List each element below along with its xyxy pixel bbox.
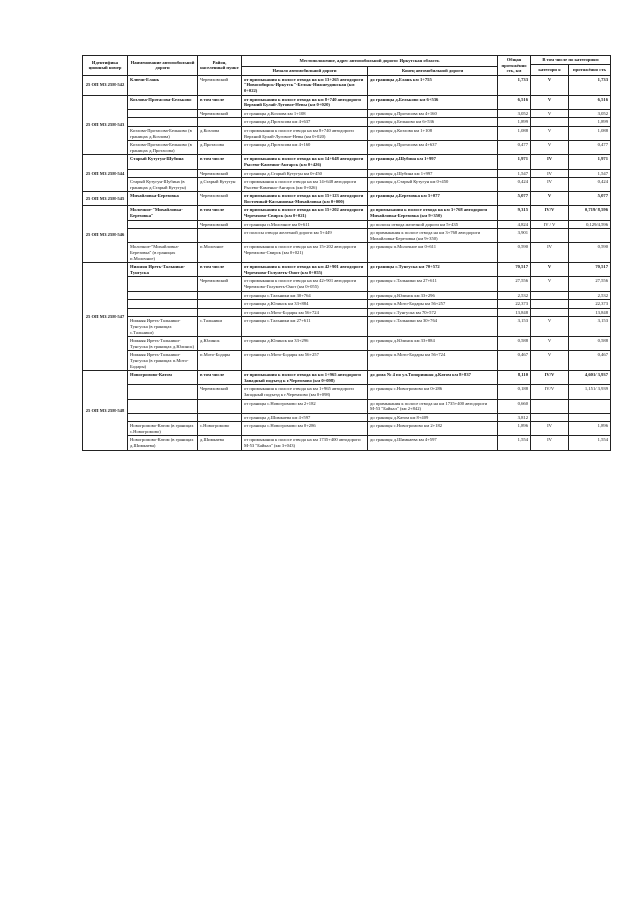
- category-length-cell: 0,477: [569, 141, 611, 155]
- header-incl: В том числе по категориям: [531, 56, 611, 65]
- end-location-cell: до границы с.Тунгуска км 70+572: [368, 263, 498, 277]
- district-cell: с.Новогромово: [198, 422, 242, 436]
- category-length-cell: 0,424: [569, 178, 611, 192]
- total-length-cell: 1,896: [498, 422, 531, 436]
- end-location-cell: до дома № 4 по ул.Топоринная д.Катом км 8+837: [368, 371, 498, 385]
- road-name-cell: Старый Кутугун-Шубина: [128, 155, 198, 169]
- end-location-cell: до полосы отвода железной дороги км 5+435: [368, 220, 498, 229]
- table-row: [83, 337, 611, 351]
- start-location-cell: от границы п.Мото-Бодары км 56+257: [242, 351, 368, 371]
- category-cell: IV: [531, 155, 569, 169]
- end-location-cell: до границы с.Тунгуска км 70+572: [368, 308, 498, 317]
- category-cell: V: [531, 337, 569, 351]
- table-row: [83, 243, 611, 263]
- category-cell: V: [531, 126, 569, 140]
- start-location-cell: от границы д.Старый Кутугун км 0+450: [242, 169, 368, 178]
- district-cell: Черемховский: [198, 385, 242, 399]
- category-cell: V: [531, 351, 569, 371]
- road-name-cell: Нижняя Иреть-Тальники-Тунгуска (в границах д.Юлинск): [128, 337, 198, 351]
- category-length-cell: 70,517: [569, 263, 611, 277]
- end-location-cell: до границы п.Мото-Бодары км 56+257: [368, 300, 498, 309]
- category-cell: [531, 229, 569, 243]
- header-district: Район, населенный пункт: [198, 56, 242, 76]
- category-length-cell: 1,151/ 3,939: [569, 385, 611, 399]
- total-length-cell: 0,188: [498, 385, 531, 399]
- category-length-cell: 0,590: [569, 243, 611, 263]
- start-location-cell: от границы с.Тальники км 27+611: [242, 317, 368, 337]
- total-length-cell: 27,556: [498, 277, 531, 291]
- road-name-cell: [128, 169, 198, 178]
- start-location-cell: от примыкания к полосе отвода на км 1735+400 автодороги М-53 "Байкал" (км 3+043): [242, 436, 368, 450]
- road-name-cell: Новогромово-Катом: [128, 371, 198, 385]
- end-location-cell: до границы д.Шубина км 1+997: [368, 169, 498, 178]
- end-location-cell: до границы д.Юлинск км 33+884: [368, 337, 498, 351]
- total-length-cell: 2,532: [498, 291, 531, 300]
- district-cell: Черемховский: [198, 220, 242, 229]
- road-name-cell: Михайловка-Березовка: [128, 192, 198, 206]
- table-row: [83, 385, 611, 399]
- road-name-cell: Старый Кутугун-Шубина (в границах д.Старый Кутугун): [128, 178, 198, 192]
- category-length-cell: 0,588: [569, 337, 611, 351]
- header-category: категори я: [531, 64, 569, 75]
- total-length-cell: 5,077: [498, 192, 531, 206]
- district-cell: в том числе: [198, 371, 242, 385]
- table-header-row: [83, 56, 611, 65]
- road-id-cell: 25 ОП МЗ 25Н-546: [83, 206, 128, 263]
- road-name-cell: [128, 291, 198, 300]
- total-length-cell: 0,588: [498, 337, 531, 351]
- district-cell: [198, 229, 242, 243]
- category-cell: V: [531, 192, 569, 206]
- end-location-cell: до границы д.Елань км 1+755: [368, 75, 498, 95]
- table-row: [83, 351, 611, 371]
- table-row: [83, 422, 611, 436]
- start-location-cell: от примыкания к полосе отвода на км 42+901 автодороги Черемхово-Голуметь-Онот (км 0+055): [242, 277, 368, 291]
- category-cell: V: [531, 75, 569, 95]
- table-row: [83, 178, 611, 192]
- category-length-cell: 1,899: [569, 118, 611, 127]
- district-cell: д.Юлинск: [198, 337, 242, 351]
- total-length-cell: 3,052: [498, 109, 531, 118]
- road-name-cell: [128, 229, 198, 243]
- table-row: [83, 317, 611, 337]
- road-name-cell: Молочное-"Михайловка-Березовка" (в границах п.Молочное): [128, 243, 198, 263]
- category-cell: IV: [531, 243, 569, 263]
- end-location-cell: до границы с.Новогромово км 0+286: [368, 385, 498, 399]
- road-id-cell: 25 ОП МЗ 25Н-543: [83, 95, 128, 155]
- category-length-cell: 1,896: [569, 422, 611, 436]
- table-row: [83, 229, 611, 243]
- category-length-cell: 0,129/4,596: [569, 220, 611, 229]
- road-name-cell: [128, 413, 198, 422]
- end-location-cell: до границы д.Шимкаева км 4+597: [368, 436, 498, 450]
- header-id: Идентифика ционный номер: [83, 56, 128, 76]
- district-cell: Черемховский: [198, 277, 242, 291]
- table-body: [83, 75, 611, 450]
- total-length-cell: 1,733: [498, 75, 531, 95]
- category-cell: V: [531, 109, 569, 118]
- header-category-length: протяжённо сть: [569, 64, 611, 75]
- district-cell: в том числе: [198, 155, 242, 169]
- end-location-cell: до границы д.Козлова км 1+108: [368, 126, 498, 140]
- total-length-cell: 3,812: [498, 413, 531, 422]
- end-location-cell: до границы с.Тальники км 27+611: [368, 277, 498, 291]
- category-cell: IV/V: [531, 206, 569, 220]
- category-length-cell: 1,554: [569, 436, 611, 450]
- end-location-cell: до границы п.Молочное км 0+611: [368, 243, 498, 263]
- category-cell: V: [531, 141, 569, 155]
- table-row: [83, 95, 611, 109]
- category-cell: V: [531, 277, 569, 291]
- total-length-cell: 13,848: [498, 308, 531, 317]
- category-cell: V: [531, 263, 569, 277]
- table-row: [83, 169, 611, 178]
- end-location-cell: до примыкания к полосе отвода на км 3+768 автодороги Михайловка-Березовка (км 9+350): [368, 206, 498, 220]
- district-cell: Черемховский: [198, 109, 242, 118]
- category-cell: [531, 118, 569, 127]
- district-cell: д.Козлова: [198, 126, 242, 140]
- end-location-cell: до границы д.Юлинск км 33+296: [368, 291, 498, 300]
- road-name-cell: Козлова-Протасова-Бельково: [128, 95, 198, 109]
- category-cell: IV: [531, 422, 569, 436]
- category-cell: IV: [531, 436, 569, 450]
- end-location-cell: до границы д.Протасова км 4+637: [368, 141, 498, 155]
- district-cell: в том числе: [198, 95, 242, 109]
- road-name-cell: Нижняя Иреть-Тальники-Тунгуска: [128, 263, 198, 277]
- category-length-cell: 0,467: [569, 351, 611, 371]
- table-row: [83, 308, 611, 317]
- start-location-cell: от границы п.Мото-Бодары км 56+724: [242, 308, 368, 317]
- total-length-cell: 70,517: [498, 263, 531, 277]
- district-cell: д.Протасова: [198, 141, 242, 155]
- table-row: [83, 206, 611, 220]
- district-cell: Черемховский: [198, 192, 242, 206]
- end-location-cell: до границы д.Бельково км 6+536: [368, 118, 498, 127]
- end-location-cell: до границы д.Шубина км 1+997: [368, 155, 498, 169]
- road-name-cell: Козлова-Протасова-Бельково (в границах д.Протасова): [128, 141, 198, 155]
- total-length-cell: 8,110: [498, 371, 531, 385]
- total-length-cell: 3,901: [498, 229, 531, 243]
- district-cell: в том числе: [198, 263, 242, 277]
- end-location-cell: до границы с.Новогромово км 2+182: [368, 422, 498, 436]
- start-location-cell: от примыкания к полосе отвода на км 15+202 автодороги Черемхово-Свирск (км 0+021): [242, 206, 368, 220]
- total-length-cell: 0,467: [498, 351, 531, 371]
- table-row: [83, 277, 611, 291]
- road-name-cell: [128, 308, 198, 317]
- category-length-cell: 3,052: [569, 109, 611, 118]
- table-row: [83, 371, 611, 385]
- header-start: Начало автомобильной дороги: [242, 67, 368, 76]
- road-name-cell: Молочное-"Михайловка-Березовка": [128, 206, 198, 220]
- start-location-cell: от примыкания к полосе отвода на км 13+265 автодороги "Новосибирск-Иркутск"-Белык-Нижнеудинская (км 0+022): [242, 75, 368, 95]
- district-cell: [198, 291, 242, 300]
- table-row: [83, 399, 611, 413]
- road-name-cell: [128, 385, 198, 399]
- start-location-cell: от примыкания к полосе отвода на км 1+965 автодороги Западный подъезд к г.Черемхово (км 0+098): [242, 371, 368, 385]
- start-location-cell: от границы с.Новогромово км 2+182: [242, 399, 368, 413]
- end-location-cell: до границы д.Старый Кутугун км 0+450: [368, 178, 498, 192]
- category-cell: IV / V: [531, 220, 569, 229]
- category-cell: IV/V: [531, 385, 569, 399]
- category-cell: IV/V: [531, 371, 569, 385]
- district-cell: [198, 399, 242, 413]
- table-row: [83, 109, 611, 118]
- start-location-cell: от примыкания к полосе отвода на км 15+123 автодороги Восточный-Касьяновка-Михайловка (км 0+000): [242, 192, 368, 206]
- start-location-cell: от границы д.Протасова км 4+637: [242, 118, 368, 127]
- total-length-cell: 1,554: [498, 436, 531, 450]
- total-length-cell: 0,424: [498, 178, 531, 192]
- category-cell: V: [531, 95, 569, 109]
- total-length-cell: 0,590: [498, 243, 531, 263]
- header-end: Конец автомобильной дороги: [368, 67, 498, 76]
- total-length-cell: 1,547: [498, 169, 531, 178]
- district-cell: д.Шимкаева: [198, 436, 242, 450]
- category-length-cell: 1,547: [569, 169, 611, 178]
- category-cell: [531, 291, 569, 300]
- district-cell: в том числе: [198, 206, 242, 220]
- table-row: [83, 118, 611, 127]
- category-length-cell: [569, 229, 611, 243]
- road-name-cell: [128, 300, 198, 309]
- category-length-cell: 5,077: [569, 192, 611, 206]
- category-cell: [531, 308, 569, 317]
- start-location-cell: от полосы отвода железной дороги км 5+449: [242, 229, 368, 243]
- category-length-cell: [569, 413, 611, 422]
- end-location-cell: до границы д.Протасова км 4+160: [368, 109, 498, 118]
- roads-table: [82, 55, 611, 451]
- road-id-cell: 25 ОП МЗ 25Н-548: [83, 371, 128, 451]
- total-length-cell: 4,824: [498, 220, 531, 229]
- total-length-cell: 1,088: [498, 126, 531, 140]
- start-location-cell: от границы д.Козлова км 1+108: [242, 109, 368, 118]
- category-cell: [531, 399, 569, 413]
- road-id-cell: 25 ОП МЗ 25Н-545: [83, 192, 128, 206]
- start-location-cell: от границы с.Новогромово км 0+286: [242, 422, 368, 436]
- table-row: [83, 291, 611, 300]
- total-length-cell: 0,477: [498, 141, 531, 155]
- district-cell: [198, 118, 242, 127]
- header-location: Местоположение, адрес автомобильной дороги: Иркутская область: [242, 56, 498, 67]
- district-cell: [198, 413, 242, 422]
- category-length-cell: 13,848: [569, 308, 611, 317]
- end-location-cell: до границы д.Катом км 8+409: [368, 413, 498, 422]
- total-length-cell: 0,660: [498, 399, 531, 413]
- category-length-cell: 2,532: [569, 291, 611, 300]
- table-row: [83, 192, 611, 206]
- road-name-cell: Новогромово-Катом (в границах с.Новогромово): [128, 422, 198, 436]
- district-cell: п.Молочное: [198, 243, 242, 263]
- end-location-cell: до примыкания к полосе отвода на км 1735+400 автодороги М-53 "Байкал" (км 2+842): [368, 399, 498, 413]
- header-name: Наименование автомобильной дороги: [128, 56, 198, 76]
- category-length-cell: 1,971: [569, 155, 611, 169]
- total-length-cell: 22,373: [498, 300, 531, 309]
- end-location-cell: до границы с.Тальники км 30+764: [368, 317, 498, 337]
- road-name-cell: Козлова-Протасова-Бельково (в границах д.Козлова): [128, 126, 198, 140]
- category-length-cell: [569, 399, 611, 413]
- end-location-cell: до границы п.Мото-Бодары км 56+724: [368, 351, 498, 371]
- start-location-cell: от примыкания к полосе отвода на км 14+648 автодороги Рысево-Каменно-Ангарск (км 0+426): [242, 155, 368, 169]
- header-length: Общая протяжённо сть, км: [498, 56, 531, 76]
- table-row: [83, 413, 611, 422]
- start-location-cell: от границы с.Тальники км 30+764: [242, 291, 368, 300]
- table-row: [83, 220, 611, 229]
- start-location-cell: от примыкания к полосе отвода на км 8+740 автодороги Верхний Булай-Луговое-Невы (км 0+020): [242, 126, 368, 140]
- category-length-cell: 4,601/ 3,937: [569, 371, 611, 385]
- road-id-cell: 25 ОП МЗ 25Н-547: [83, 263, 128, 371]
- table-row: [83, 75, 611, 95]
- road-name-cell: [128, 118, 198, 127]
- road-name-cell: Новогромово-Катом (в границах д.Шимкаева): [128, 436, 198, 450]
- table-row: [83, 263, 611, 277]
- start-location-cell: от примыкания к полосе отвода на км 8+740 автодороги Верхний Булай-Луговое-Невы (км 0+020): [242, 95, 368, 109]
- table-row: [83, 300, 611, 309]
- district-cell: с.Тальники: [198, 317, 242, 337]
- total-length-cell: 1,971: [498, 155, 531, 169]
- district-cell: Черемховский: [198, 169, 242, 178]
- category-cell: [531, 300, 569, 309]
- district-cell: п.Мото-Бодары: [198, 351, 242, 371]
- total-length-cell: 1,899: [498, 118, 531, 127]
- end-location-cell: до границы д.Березовка км 5+077: [368, 192, 498, 206]
- start-location-cell: от границы д.Юлинск км 33+296: [242, 337, 368, 351]
- category-cell: IV: [531, 178, 569, 192]
- road-id-cell: 25 ОП МЗ 25Н-542: [83, 75, 128, 95]
- category-length-cell: 0,719/ 8,596: [569, 206, 611, 220]
- road-name-cell: [128, 399, 198, 413]
- start-location-cell: от примыкания к полосе отвода на км 42+901 автодороги Черемхово-Голуметь-Онот (км 0+055): [242, 263, 368, 277]
- start-location-cell: от примыкания к полосе отвода на км 1+965 автодороги Западный подъезд к г.Черемхово (км 0+098): [242, 385, 368, 399]
- start-location-cell: от границы д.Протасова км 4+160: [242, 141, 368, 155]
- table-row: [83, 436, 611, 450]
- road-name-cell: [128, 220, 198, 229]
- total-length-cell: 3,153: [498, 317, 531, 337]
- road-id-cell: 25 ОП МЗ 25Н-544: [83, 155, 128, 192]
- category-length-cell: 3,153: [569, 317, 611, 337]
- road-name-cell: [128, 277, 198, 291]
- table-row: [83, 126, 611, 140]
- total-length-cell: 9,315: [498, 206, 531, 220]
- road-name-cell: Нижняя Иреть-Тальники-Тунгуска (в границах п.Мото-Бодары): [128, 351, 198, 371]
- road-name-cell: Ключи-Елань: [128, 75, 198, 95]
- start-location-cell: от примыкания к полосе отвода на км 15+202 автодороги Черемхово-Свирск (км 0+021): [242, 243, 368, 263]
- start-location-cell: от границы д.Шимкаева км 4+597: [242, 413, 368, 422]
- end-location-cell: до примыкания к полосе отвода на км 3+768 автодороги Михайловка-Березовка (км 9+350): [368, 229, 498, 243]
- district-cell: [198, 308, 242, 317]
- category-length-cell: 27,556: [569, 277, 611, 291]
- category-length-cell: 1,088: [569, 126, 611, 140]
- table-row: [83, 155, 611, 169]
- road-name-cell: Нижняя Иреть-Тальники-Тунгуска (в границах с.Тальники): [128, 317, 198, 337]
- start-location-cell: от примыкания к полосе отвода на км 14+648 автодороги Рысево-Каменно-Ангарск (км 0+026): [242, 178, 368, 192]
- category-cell: IV: [531, 169, 569, 178]
- district-cell: [198, 300, 242, 309]
- district-cell: Черемховский: [198, 75, 242, 95]
- road-name-cell: [128, 109, 198, 118]
- end-location-cell: до границы д.Бельково км 6+536: [368, 95, 498, 109]
- category-length-cell: 6,516: [569, 95, 611, 109]
- start-location-cell: от границы п.Молочное км 0+611: [242, 220, 368, 229]
- category-cell: V: [531, 317, 569, 337]
- table-row: [83, 141, 611, 155]
- category-cell: [531, 413, 569, 422]
- total-length-cell: 6,516: [498, 95, 531, 109]
- category-length-cell: 1,733: [569, 75, 611, 95]
- district-cell: д.Старый Кутугун: [198, 178, 242, 192]
- start-location-cell: от границы д.Юлинск км 33+884: [242, 300, 368, 309]
- category-length-cell: 22,373: [569, 300, 611, 309]
